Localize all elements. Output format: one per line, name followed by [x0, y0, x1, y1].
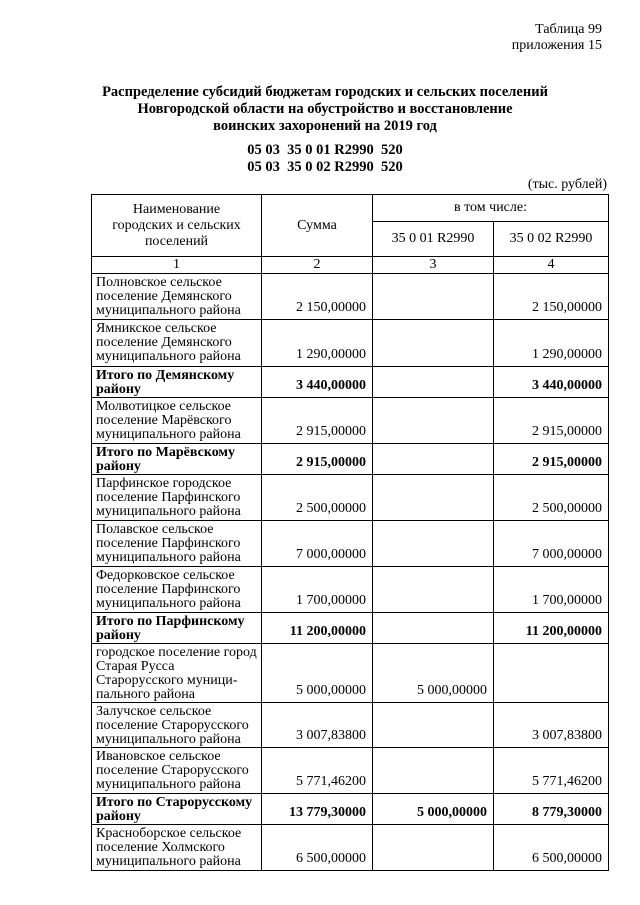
sum-cell: 1 700,00000 [262, 567, 373, 613]
col-number: 3 [373, 257, 494, 274]
sum-cell: 6 500,00000 [262, 825, 373, 871]
sum-cell: 5 771,46200 [262, 748, 373, 794]
appendix-number: приложения 15 [511, 38, 602, 53]
sum-cell: 2 915,00000 [262, 444, 373, 475]
sub2-cell: 2 500,00000 [494, 475, 609, 521]
table-row [92, 475, 609, 521]
settlement-name: Ивановское сельское поселение Старорусского муниципального района [92, 748, 262, 794]
sub1-cell [373, 398, 494, 444]
settlement-name: Красноборское сельское поселение Холмского муниципального района [92, 825, 262, 871]
sub1-cell [373, 444, 494, 475]
title-line: Новгородской области на обустройство и восстановление [137, 101, 513, 117]
settlement-name: Ямникское сельское поселение Демянского муниципального района [92, 320, 262, 367]
sub1-cell [373, 703, 494, 748]
sub2-cell: 3 440,00000 [494, 367, 609, 398]
title-line: воинских захоронений на 2019 год [213, 118, 437, 134]
sum-cell: 2 915,00000 [262, 398, 373, 444]
subsidy-table [91, 194, 609, 871]
total-row [92, 444, 609, 475]
settlement-name: Молвотицкое сельское поселение Марёвского муниципального района [92, 398, 262, 444]
sub2-cell: 7 000,00000 [494, 521, 609, 567]
sub1-cell [373, 825, 494, 871]
settlement-name: Итого по Демянскому району [92, 367, 262, 398]
sub2-cell [494, 644, 609, 703]
settlement-name: городское поселение город Старая Русса Старорусского муници-пального района [92, 644, 262, 703]
sub1-cell [373, 613, 494, 644]
sub2-cell: 11 200,00000 [494, 613, 609, 644]
table-row [92, 521, 609, 567]
sum-cell: 5 000,00000 [262, 644, 373, 703]
table-row [92, 320, 609, 367]
sub1-cell [373, 367, 494, 398]
document-title [60, 84, 590, 135]
settlement-name: Полавское сельское поселение Парфинского муниципального района [92, 521, 262, 567]
header-sum: Сумма [262, 195, 373, 257]
sub1-cell [373, 567, 494, 613]
header-sub1: 35 0 01 R2990 [373, 222, 494, 257]
settlement-name: Федорковское сельское поселение Парфинского муниципального района [92, 567, 262, 613]
sub2-cell: 2 150,00000 [494, 274, 609, 320]
unit-label: (тыс. рублей) [527, 177, 607, 192]
sub1-cell [373, 748, 494, 794]
sub2-cell: 2 915,00000 [494, 398, 609, 444]
sum-cell: 1 290,00000 [262, 320, 373, 367]
settlement-name: Итого по Марёвскому району [92, 444, 262, 475]
sub2-cell: 6 500,00000 [494, 825, 609, 871]
table-row [92, 748, 609, 794]
table-row [92, 567, 609, 613]
col-number: 1 [92, 257, 262, 274]
budget-code: 05 03 35 0 01 R2990 520 [247, 142, 403, 158]
settlement-name: Полновское сельское поселение Демянского муниципального района [92, 274, 262, 320]
table-row [92, 398, 609, 444]
sum-cell: 3 440,00000 [262, 367, 373, 398]
total-row [92, 367, 609, 398]
sub2-cell: 2 915,00000 [494, 444, 609, 475]
total-row [92, 794, 609, 825]
sub1-cell [373, 274, 494, 320]
settlement-name: Итого по Старорусскому району [92, 794, 262, 825]
total-row [92, 613, 609, 644]
sub2-cell: 1 290,00000 [494, 320, 609, 367]
sum-cell: 11 200,00000 [262, 613, 373, 644]
table-row [92, 644, 609, 703]
sum-cell: 3 007,83800 [262, 703, 373, 748]
sum-cell: 7 000,00000 [262, 521, 373, 567]
sum-cell: 13 779,30000 [262, 794, 373, 825]
settlement-name: Итого по Парфинскому району [92, 613, 262, 644]
table-reference [512, 22, 602, 54]
title-line: Распределение субсидий бюджетам городских и сельских поселений [102, 84, 548, 100]
sub1-cell [373, 320, 494, 367]
settlement-name: Залучское сельское поселение Старорусского муниципального района [92, 703, 262, 748]
sub1-cell [373, 475, 494, 521]
sub2-cell: 1 700,00000 [494, 567, 609, 613]
col-number: 4 [494, 257, 609, 274]
settlement-name: Парфинское городское поселение Парфинского муниципального района [92, 475, 262, 521]
header-including: в том числе: [373, 195, 609, 222]
sub2-cell: 3 007,83800 [494, 703, 609, 748]
sub2-cell: 8 779,30000 [494, 794, 609, 825]
sum-cell: 2 500,00000 [262, 475, 373, 521]
table-number: Таблица 99 [535, 22, 602, 37]
table-row [92, 274, 609, 320]
table-body [92, 274, 609, 871]
budget-codes [60, 142, 590, 176]
sub2-cell: 5 771,46200 [494, 748, 609, 794]
budget-code: 05 03 35 0 02 R2990 520 [247, 159, 403, 175]
table-row [92, 825, 609, 871]
header-name: Наименование городских и сельских поселений [92, 195, 262, 257]
sub1-cell [373, 521, 494, 567]
sum-cell: 2 150,00000 [262, 274, 373, 320]
table-row [92, 703, 609, 748]
sub1-cell: 5 000,00000 [373, 644, 494, 703]
header-sub2: 35 0 02 R2990 [494, 222, 609, 257]
sub1-cell: 5 000,00000 [373, 794, 494, 825]
col-number: 2 [262, 257, 373, 274]
